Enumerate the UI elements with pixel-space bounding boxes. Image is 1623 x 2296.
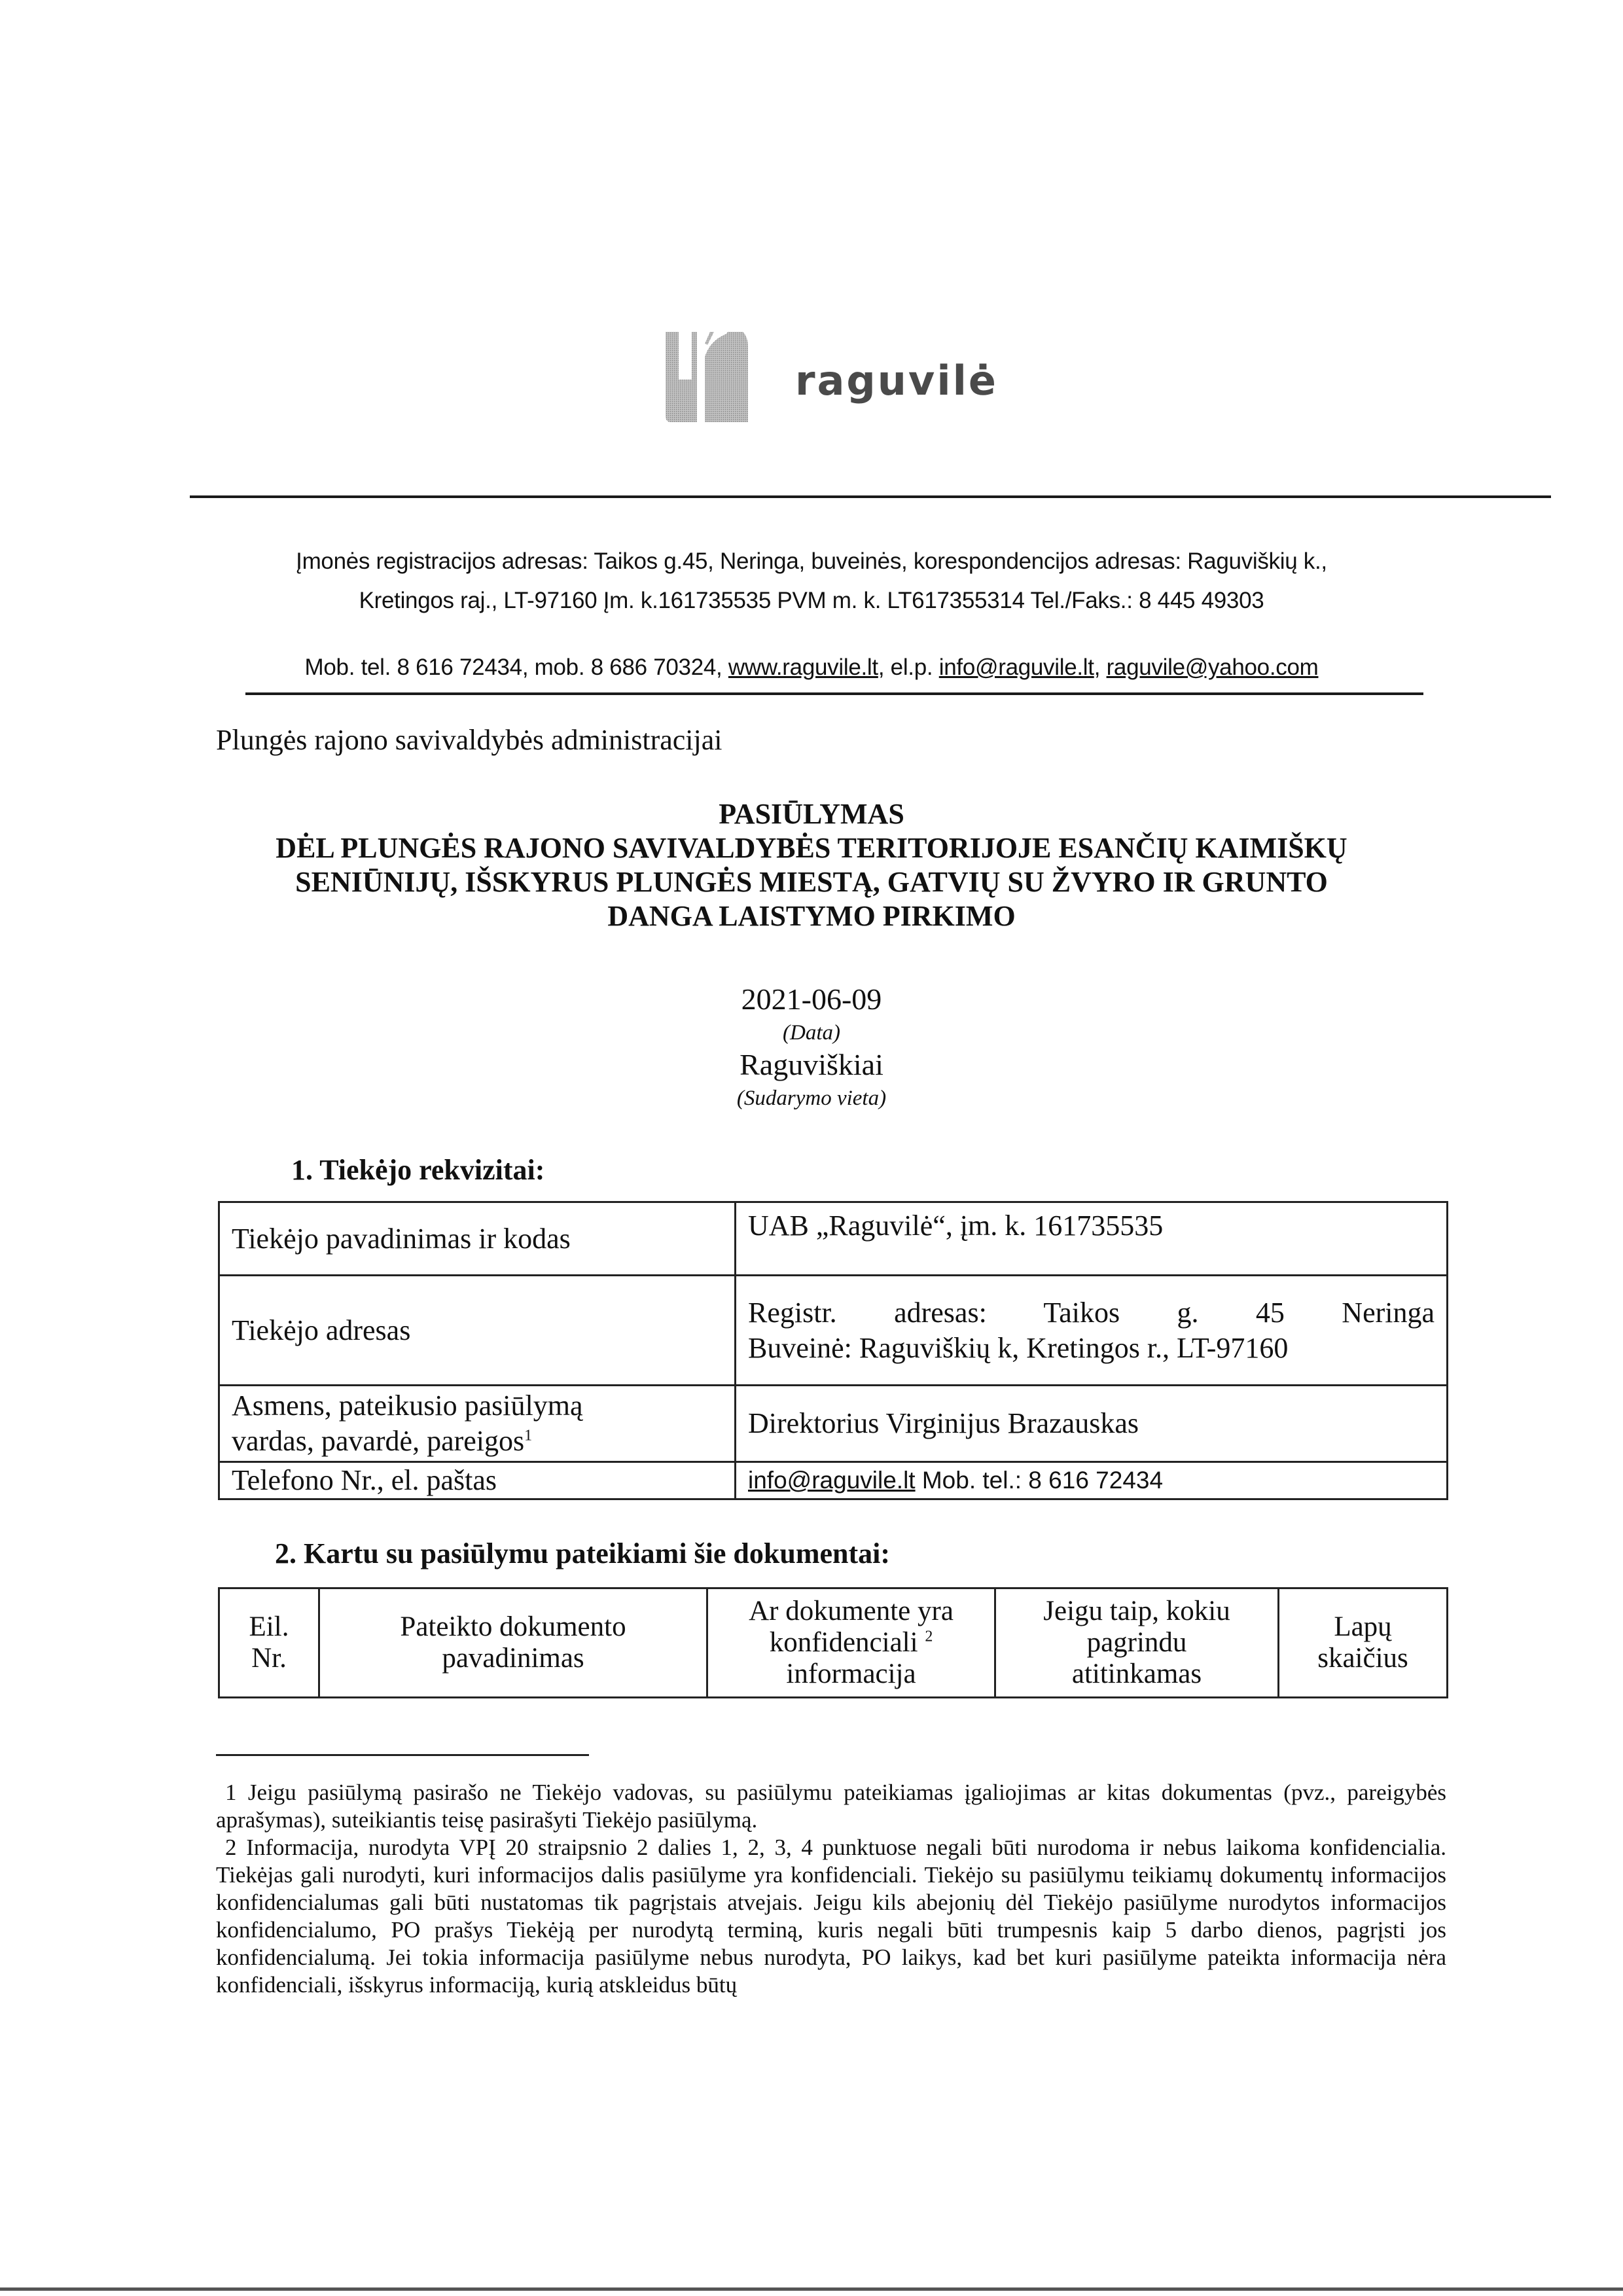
email-link-info[interactable]: info@raguvile.lt — [938, 655, 1094, 680]
row-value: Direktorius Virginijus Brazauskas — [736, 1386, 1448, 1462]
email-label: , el.p. — [878, 655, 939, 680]
document-subtitle-line: DANGA LAISTYMO PIRKIMO — [607, 900, 1016, 932]
column-header-page-count: Lapų skaičius — [1279, 1588, 1448, 1698]
table-header-row — [219, 1588, 1448, 1698]
footnote-ref[interactable]: 2 — [925, 1628, 933, 1645]
logo-mark-icon — [664, 331, 749, 425]
column-header-basis: Jeigu taip, kokiu pagrindu atitinkamas — [995, 1588, 1279, 1698]
separator: , — [1094, 655, 1107, 680]
row-label: Tiekėjo pavadinimas ir kodas — [219, 1202, 736, 1276]
phone-numbers: Mob. tel. 8 616 72434, mob. 8 686 70324, — [304, 655, 728, 680]
section-heading-attached-documents: 2. Kartu su pasiūlymu pateikiami šie dokumentai: — [275, 1537, 891, 1570]
scan-edge-shadow — [0, 2287, 1623, 2291]
document-place: Raguviškiai — [740, 1048, 883, 1081]
company-contacts-line — [0, 655, 1623, 681]
table-row — [219, 1202, 1448, 1276]
address-line-office: Buveinė: Raguviškių k, Kretingos r., LT-97160 — [748, 1331, 1289, 1364]
footnotes — [216, 1779, 1446, 1999]
footnote-2: 2 Informacija, nurodyta VPĮ 20 straipsnio 2 dalies 1, 2, 3, 4 punktuose negali būti nurodoma ir nebus laikoma konfidencialia. Tiekėjas gali nurodyti, kuri informacijos dalis pasiūlyme yra konfidenciali. Tiekėjo su pasiūlymu teikiamų dokumentų informacijos konfidencialumas gali būti nustatomas tik pagrįstais atvejais. Jeigu kils abejonių dėl Tiekėjo pasiūlyme nurodytos informacijos konfidencialumo, PO prašys Tiekėją per nurodytą terminą, kuris negali būti trumpesnis kaip 5 darbo dienos, pagrįsti jos konfidencialumą. Jei tokia informacija pasiūlyme nebus nurodyta, PO laikys, kad bet kuri pasiūlyme pateikta informacija nėra konfidenciali, išskyrus informaciją, kurią atskleidus būtų — [216, 1835, 1446, 1998]
row-label: Tiekėjo adresas — [219, 1276, 736, 1386]
address-line-registered: Registr. adresas: Taikos g. 45 Neringa — [748, 1296, 1435, 1329]
row-label: Telefono Nr., el. paštas — [219, 1462, 736, 1499]
row-value — [736, 1462, 1448, 1499]
supplier-details-table — [218, 1201, 1448, 1500]
footnote-1: 1 Jeigu pasiūlymą pasirašo ne Tiekėjo vadovas, su pasiūlymu pateikiamas įgaliojimas ar kitas dokumentas (pvz., pareigybės aprašymas), suteikiantis teisę pasirašyti Tiekėjo pasiūlymą. — [216, 1780, 1446, 1833]
header-divider — [190, 495, 1551, 498]
row-value — [736, 1276, 1448, 1386]
table-row — [219, 1462, 1448, 1499]
row-label — [219, 1386, 736, 1462]
attached-documents-table — [218, 1587, 1448, 1698]
logo-wordmark: raguvilė — [795, 357, 998, 404]
place-caption: (Sudarymo vieta) — [736, 1086, 887, 1110]
date-caption: (Data) — [783, 1021, 840, 1045]
document-subtitle-line: DĖL PLUNGĖS RAJONO SAVIVALDYBĖS TERITORIJOJE ESANČIŲ KAIMIŠKŲ — [276, 832, 1347, 864]
footnote-divider — [216, 1754, 589, 1756]
document-subtitle-line: SENIŪNIJŲ, IŠSKYRUS PLUNGĖS MIESTĄ, GATVIŲ SU ŽVYRO IR GRUNTO — [295, 866, 1328, 898]
label-line: Asmens, pateikusio pasiūlymą — [232, 1390, 583, 1422]
contact-divider — [245, 692, 1423, 695]
column-header-document-name: Pateikto dokumento pavadinimas — [319, 1588, 707, 1698]
company-codes-line: Kretingos raj., LT-97160 Įm. k.161735535 PVM m. k. LT617355314 Tel./Faks.: 8 445 49303 — [359, 588, 1264, 613]
table-row — [219, 1276, 1448, 1386]
document-date: 2021-06-09 — [741, 982, 882, 1016]
section-heading-supplier-details: 1. Tiekėjo rekvizitai: — [291, 1154, 545, 1186]
phone-value: Mob. tel.: 8 616 72434 — [915, 1467, 1164, 1494]
addressee: Plungės rajono savivaldybės administracijai — [216, 724, 722, 756]
column-header-row-number: Eil. Nr. — [219, 1588, 319, 1698]
company-registration-line: Įmonės registracijos adresas: Taikos g.45, Neringa, buveinės, korespondencijos adresas: Raguviškių k., — [296, 548, 1327, 574]
footnote-ref[interactable]: 1 — [524, 1427, 533, 1444]
email-link-yahoo[interactable]: raguvile@yahoo.com — [1106, 655, 1319, 680]
label-line: vardas, pavardė, pareigos — [232, 1425, 525, 1457]
table-row — [219, 1386, 1448, 1462]
website-link[interactable]: www.raguvile.lt — [728, 655, 878, 680]
email-link[interactable]: info@raguvile.lt — [748, 1467, 916, 1494]
document-title: PASIŪLYMAS — [719, 798, 904, 830]
company-logo — [664, 331, 1031, 429]
row-value: UAB „Raguvilė“, įm. k. 161735535 — [736, 1202, 1448, 1276]
column-header-confidential: Ar dokumente yra konfidenciali $^2$ informacija — [707, 1588, 995, 1698]
